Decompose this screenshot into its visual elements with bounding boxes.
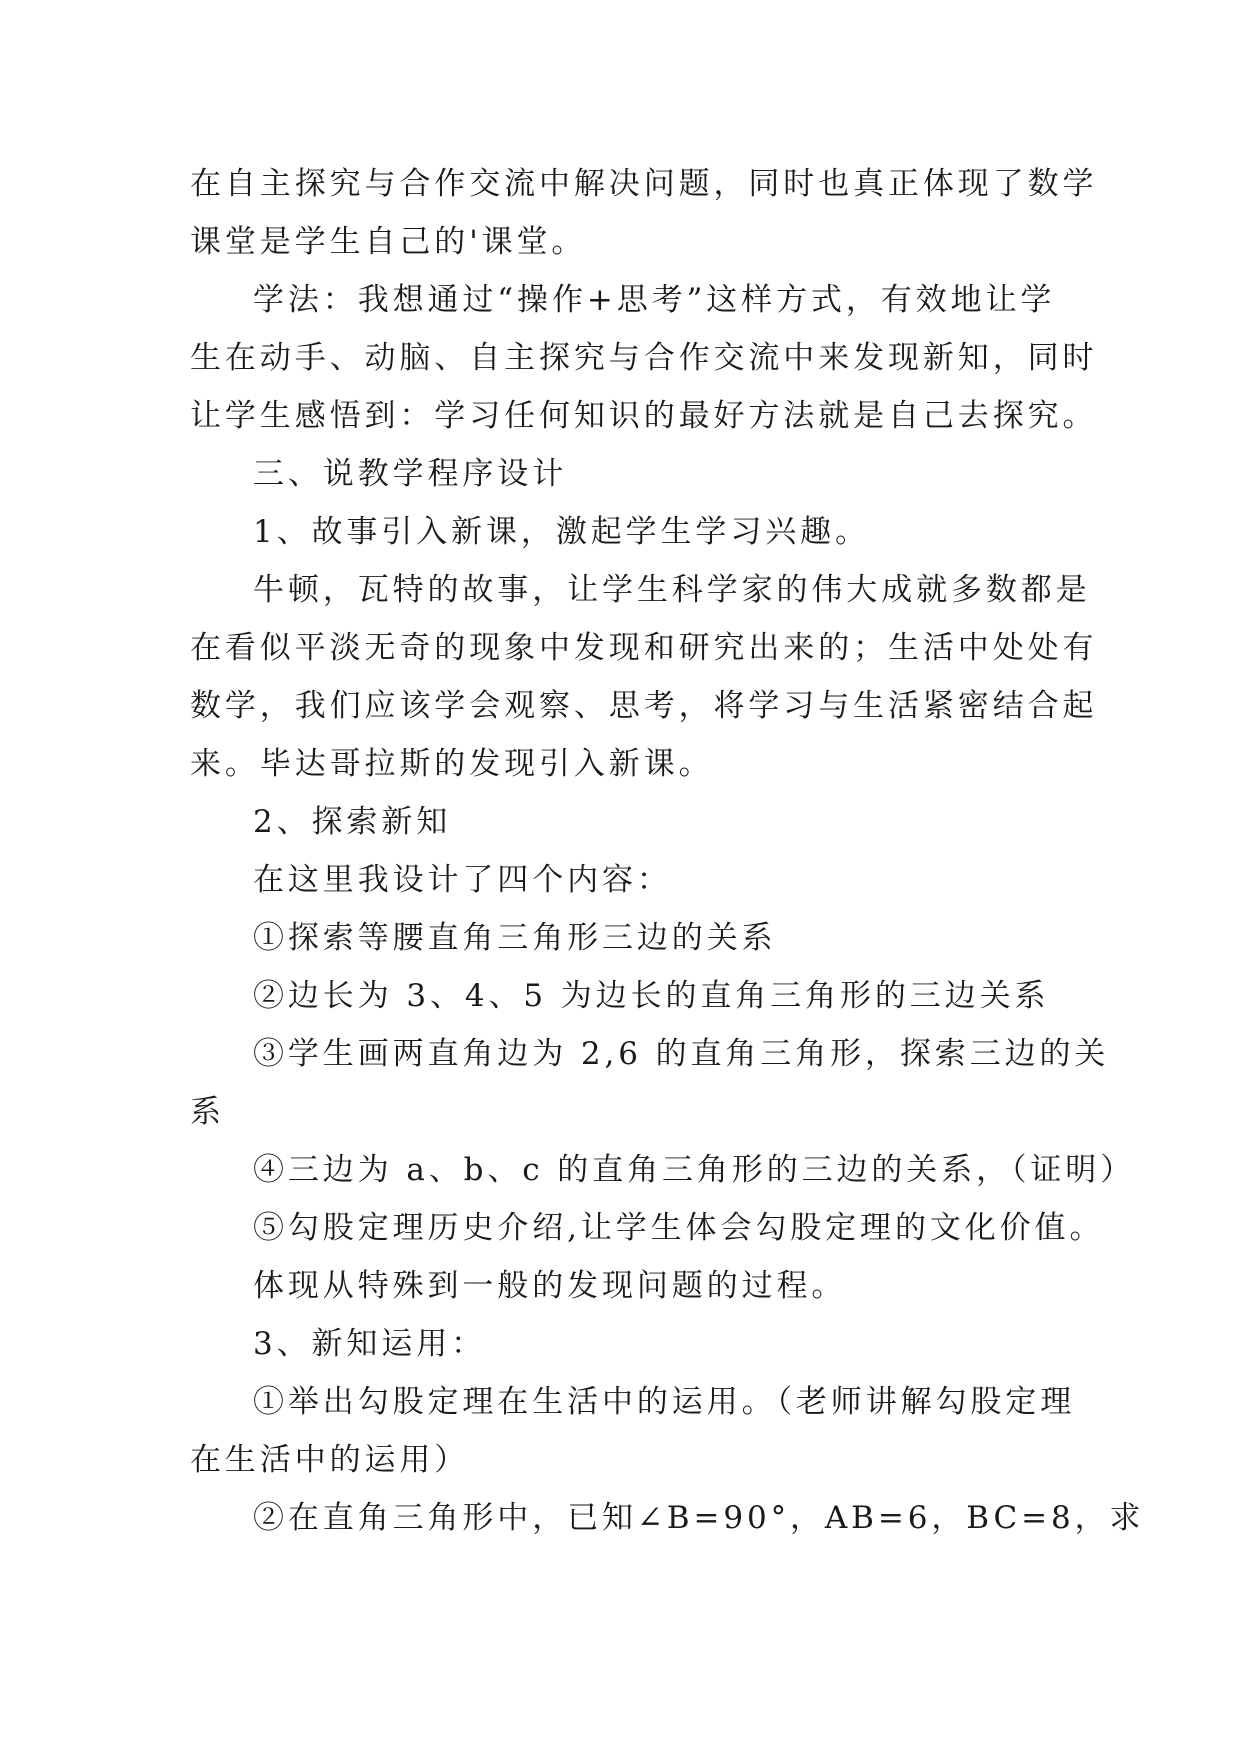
list-item: ②在直角三角形中，已知∠B=90°，AB=6，BC=8，求 [253,1500,1145,1536]
text-line: 学法：我想通过“操作+思考”这样方式，有效地让学 [253,282,1056,318]
subsection-heading: 3、新知运用： [253,1326,487,1362]
text-line: 课堂是学生自己的'课堂。 [190,224,587,260]
list-item: ⑤勾股定理历史介绍,让学生体会勾股定理的文化价值。 [253,1210,1105,1246]
list-item: ③学生画两直角边为 2,6 的直角三角形，探索三边的关 [253,1036,1110,1072]
subsection-heading: 2、探索新知 [253,804,452,840]
section-heading: 三、说教学程序设计 [253,456,568,492]
list-item-continuation: 在生活中的运用） [190,1442,470,1478]
subsection-heading: 1、故事引入新课，激起学生学习兴趣。 [253,514,870,550]
list-item-continuation: 系 [190,1094,225,1130]
text-line: 在自主探究与合作交流中解决问题，同时也真正体现了数学 [190,166,1098,202]
text-line: 体现从特殊到一般的发现问题的过程。 [253,1268,847,1304]
text-line: 在看似平淡无奇的现象中发现和研究出来的；生活中处处有 [190,630,1098,666]
text-line: 牛顿，瓦特的故事，让学生科学家的伟大成就多数都是 [253,572,1091,608]
text-line: 来。毕达哥拉斯的发现引入新课。 [190,746,714,782]
text-line: 在这里我设计了四个内容： [253,862,672,898]
list-item: ①举出勾股定理在生活中的运用。（老师讲解勾股定理 [253,1384,1076,1420]
text-line: 数学，我们应该学会观察、思考，将学习与生活紧密结合起 [190,688,1098,724]
list-item: ④三边为 a、b、c 的直角三角形的三边的关系，（证明） [253,1152,1136,1188]
text-line: 让学生感悟到：学习任何知识的最好方法就是自己去探究。 [190,398,1098,434]
text-line: 生在动手、动脑、自主探究与合作交流中来发现新知，同时 [190,340,1098,376]
list-item: ①探索等腰直角三角形三边的关系 [253,920,777,956]
list-item: ②边长为 3、4、5 为边长的直角三角形的三边关系 [253,978,1050,1014]
